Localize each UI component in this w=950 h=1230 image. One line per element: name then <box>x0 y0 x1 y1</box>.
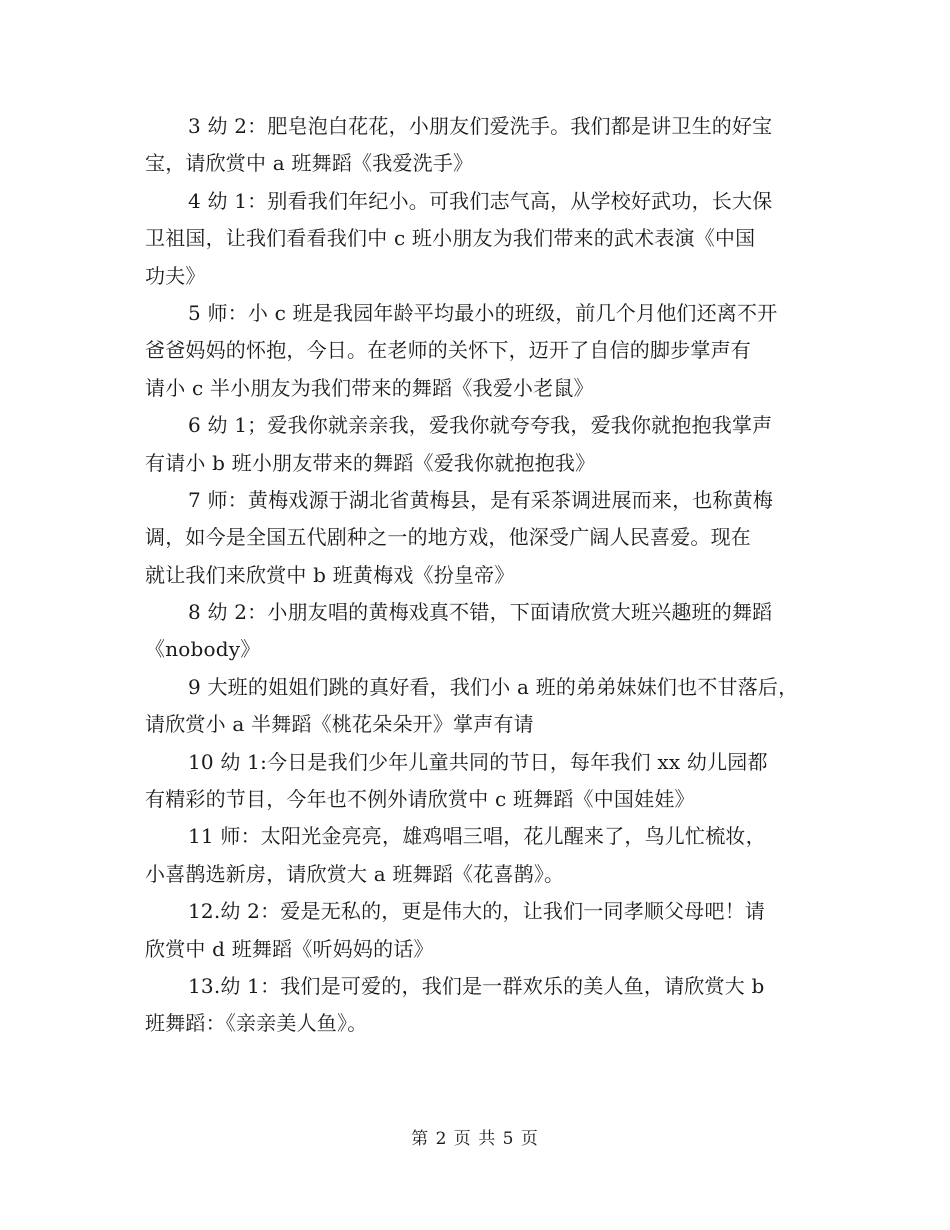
paragraph <box>145 183 815 295</box>
text-line: 调，如今是全国五代剧种之一的地方戏，他深受广阔人民喜爱。现在 <box>145 525 751 550</box>
text-line: 卫祖国，让我们看看我们中 c 班小朋友为我们带来的武术表演《中国 <box>145 226 756 251</box>
text-line: 有请小 b 班小朋友带来的舞蹈《爱我你就抱抱我》 <box>145 450 596 475</box>
paragraph <box>145 482 815 594</box>
text-line: 《nobody》 <box>145 637 261 662</box>
paragraph <box>145 893 815 968</box>
text-line: 欣赏中 d 班舞蹈《听妈妈的话》 <box>145 936 434 961</box>
paragraph <box>145 669 815 744</box>
page-number-footer: 第 2 页 共 5 页 <box>411 1129 539 1149</box>
paragraph <box>145 594 815 669</box>
paragraph <box>145 968 815 1043</box>
text-line: 请欣赏小 a 半舞蹈《桃花朵朵开》掌声有请 <box>145 712 534 737</box>
paragraph <box>145 108 815 183</box>
text-line: 13.幼 1：我们是可爱的，我们是一群欢乐的美人鱼，请欣赏大 b <box>188 973 765 998</box>
text-line: 10 幼 1:今日是我们少年儿童共同的节日，每年我们 xx 幼儿园都 <box>188 749 768 774</box>
text-line: 5 师：小 c 班是我园年龄平均最小的班级，前几个月他们还离不开 <box>188 300 778 325</box>
text-line: 有精彩的节目，今年也不例外请欣赏中 c 班舞蹈《中国娃娃》 <box>145 787 695 812</box>
text-line: 7 师：黄梅戏源于湖北省黄梅县，是有采茶调进展而来，也称黄梅 <box>188 487 774 512</box>
text-line: 爸爸妈妈的怀抱，今日。在老师的关怀下，迈开了自信的脚步掌声有 <box>145 338 751 363</box>
text-line: 就让我们来欣赏中 b 班黄梅戏《扮皇帝》 <box>145 562 515 587</box>
document-body <box>145 108 815 1043</box>
text-line: 9 大班的姐姐们跳的真好看，我们小 a 班的弟弟妹妹们也不甘落后， <box>188 674 799 699</box>
paragraph <box>145 744 815 819</box>
paragraph <box>145 295 815 407</box>
text-line: 功夫》 <box>145 263 206 288</box>
text-line: 宝，请欣赏中 a 班舞蹈《我爱洗手》 <box>145 151 474 176</box>
text-line: 6 幼 1；爱我你就亲亲我，爱我你就夸夸我，爱我你就抱抱我掌声 <box>188 413 773 438</box>
text-line: 小喜鹊选新房，请欣赏大 a 班舞蹈《花喜鹊》。 <box>145 861 565 886</box>
text-line: 4 幼 1：别看我们年纪小。可我们志气高，从学校好武功，长大保 <box>188 188 773 213</box>
paragraph <box>145 407 815 482</box>
text-line: 8 幼 2：小朋友唱的黄梅戏真不错，下面请欣赏大班兴趣班的舞蹈 <box>188 600 773 625</box>
text-line: 请小 c 半小朋友为我们带来的舞蹈《我爱小老鼠》 <box>145 375 594 400</box>
text-line: 班舞蹈：《亲亲美人鱼》。 <box>145 1011 368 1036</box>
text-line: 3 幼 2：肥皂泡白花花，小朋友们爱洗手。我们都是讲卫生的好宝 <box>188 114 773 138</box>
paragraph <box>145 818 815 893</box>
text-line: 12.幼 2：爱是无私的，更是伟大的，让我们一同孝顺父母吧！请 <box>188 899 766 924</box>
text-line: 11 师：太阳光金亮亮，雄鸡唱三唱，花儿醒来了，鸟儿忙梳妆， <box>188 824 766 849</box>
